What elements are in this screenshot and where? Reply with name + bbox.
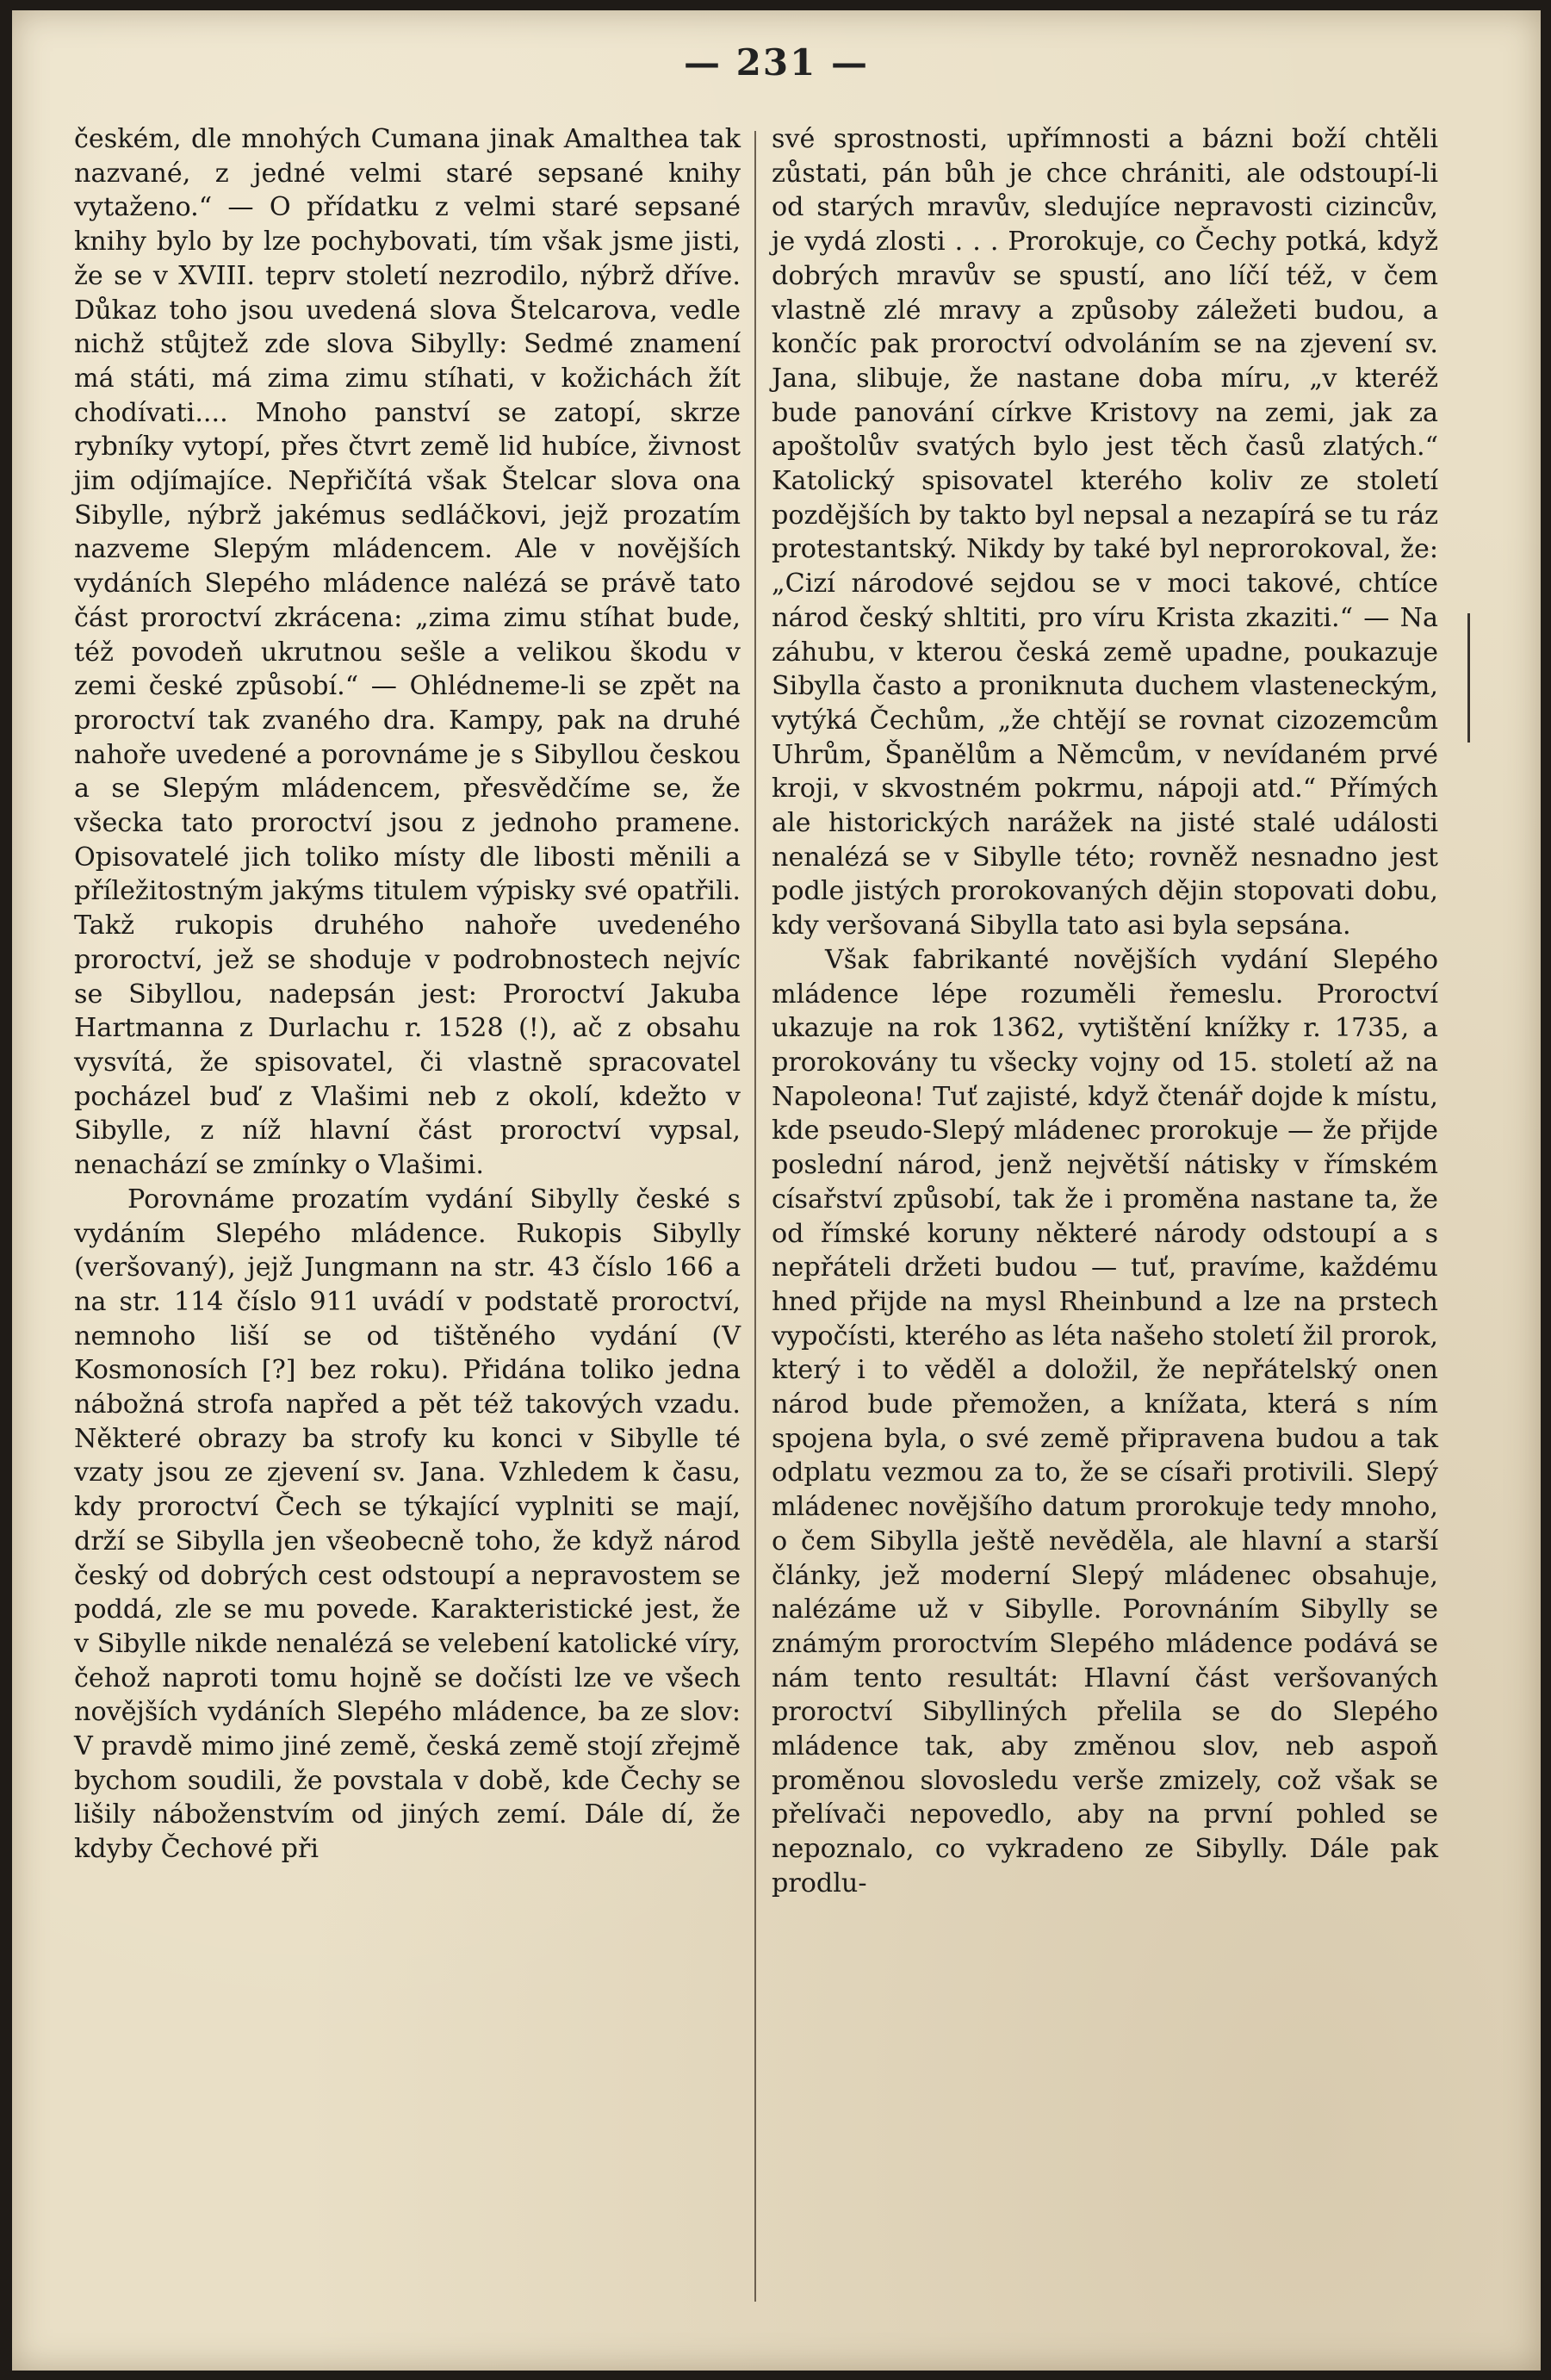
column-divider [754, 131, 756, 2302]
book-page [12, 10, 1541, 2371]
right-column [772, 122, 1438, 1901]
paragraph: Porovnáme prozatím vydání Sibylly české s vydáním Slepého mládence. Rukopis Sibylly (veršovaný), jejž Jungmann na str. 43 číslo 166 a na str. 114 číslo 911 uvádí v podstatě proroctví, nemnoho liší se od tištěného vydání (V Kosmonosích [?] bez roku). Přidána toliko jedna nábožná strofa napřed a pět též takových vzadu. Některé obrazy ba strofy ku konci v Sibylle té vzaty jsou ze zjevení sv. Jana. Vzhledem k času, kdy proroctví Čech se týkající vyplniti se mají, drží se Sibylla jen všeobecně toho, že když národ český od dobrých cest odstoupí a nepravostem se poddá, zle se mu povede. Karakteristické jest, že v Sibylle nikde nenalézá se velebení katolické víry, čehož naproti tomu hojně se dočísti lze ve všech novějších vydáních Slepého mládence, ba ze slov: V pravdě mimo jiné země, česká země stojí zřejmě bychom soudili, že povstala v době, kde Čechy se lišily náboženstvím od jiných zemí. Dále dí, že kdyby Čechové při [74, 1184, 741, 1865]
margin-mark [1467, 613, 1470, 743]
paragraph: své sprostnosti, upřímnosti a bázni boží chtěli zůstati, pán bůh je chce chrániti, ale odstoupí-li od starých mravův, sledujíce nepravosti cizincův, je vydá zlosti . . . Prorokuje, co Čechy potká, když dobrých mravův se spustí, ano líčí též, v čem vlastně zlé mravy a způsoby záležeti budou, a končíc pak proroctví odvoláním se na zjevení sv. Jana, slibuje, že nastane doba míru, „v kteréž bude panování církve Kristovy na zemi, jak za apoštolův svatých bylo jest těch časů zlatých.“ Katolický spisovatel kterého koliv ze století pozdějších by takto byl nepsal a nezapírá se tu ráz protestantský. Nikdy by také byl neprorokoval, že: „Cizí národové sejdou se v moci takové, chtíce národ český shltiti, pro víru Krista zkaziti.“ — Na záhubu, v kterou česká země upadne, poukazuje Sibylla často a proniknuta duchem vlasteneckým, vytýká Čechům, „že chtějí se rovnat cizozemcům Uhrům, Španělům a Němcům, v nevídaném prvé kroji, v skvostném pokrmu, nápoji atd.“ Přímých ale historických narážek na jisté stalé události nenalézá se v Sibylle této; rovněž nesnadno jest podle jistých prorokovaných dějin stopovati dobu, kdy veršovaná Sibylla tato asi byla sepsána. [772, 124, 1438, 941]
paragraph: českém, dle mnohých Cumana jinak Amalthea tak nazvané, z jedné velmi staré sepsané knihy vytaženo.“ — O přídatku z velmi staré sepsané knihy bylo by lze pochybovati, tím však jsme jisti, že se v XVIII. teprv století nezrodilo, nýbrž dříve. Důkaz toho jsou uvedená slova Štelcarova, vedle nichž stůjtež zde slova Sibylly: Sedmé znamení má státi, má zima zimu stíhati, v kožichách žít chodívati.... Mnoho panství se zatopí, skrze rybníky vytopí, přes čtvrt země lid hubíce, živnost jim odjímajíce. Nepřičítá však Štelcar slova ona Sibylle, nýbrž jakémus sedláčkovi, jejž prozatím nazveme Slepým mládencem. Ale v novějších vydáních Slepého mládence nalézá se právě tato část proroctví zkrácena: „zima zimu stíhat bude, též povodeň ukrutnou sešle a velikou škodu v zemi české způsobí.“ — Ohlédneme-li se zpět na proroctví tak zvaného dra. Kampy, pak na druhé nahoře uvedené a porovnáme je s Sibyllou českou a se Slepým mládencem, přesvědčíme se, že všecka tato proroctví jsou z jednoho pramene. Opisovatelé jich toliko místy dle libosti měnili a příležitostným jakýms titulem výpisky své opatřili. Takž rukopis druhého nahoře uvedeného proroctví, jež se shoduje v podrobnostech nejvíc se Sibyllou, nadepsán jest: Proroctví Jakuba Hartmanna z Durlachu r. 1528 (!), ač z obsahu vysvítá, že spisovatel, či vlastně spracovatel pocházel buď z Vlašimi neb z okolí, kdežto v Sibylle, z níž hlavní část proroctví vypsal, nenachází se zmínky o Vlašimi. [74, 124, 741, 1181]
left-column [74, 122, 741, 1867]
page-number: — 231 — [684, 41, 869, 84]
paragraph: Však fabrikanté novějších vydání Slepého mládence lépe rozuměli řemeslu. Proroctví ukazuje na rok 1362, vytištění knížky r. 1735, a prorokovány tu všecky vojny od 15. století až na Napoleona! Tuť zajisté, když čtenář dojde k místu, kde pseudo-Slepý mládenec prorokuje — že přijde poslední národ, jenž největší nátisky v římském císařství způsobí, tak že i proměna nastane ta, že od římské koruny některé národy odstoupí a s nepřáteli držeti budou — tuť, pravíme, každému hned přijde na mysl Rheinbund a lze na prstech vypočísti, kterého as léta našeho století žil prorok, který i to věděl a doložil, že nepřátelský onen národ bude přemožen, a knížata, která s ním spojena byla, o své země připravena budou a tak odplatu vezmou za to, že se císaři protivili. Slepý mládenec novějšího datum prorokuje tedy mnoho, o čem Sibylla ještě nevěděla, ale hlavní a starší články, jež moderní Slepý mládenec obsahuje, nalézáme už v Sibylle. Porovnáním Sibylly se známým proroctvím Slepého mládence podává se nám tento resultát: Hlavní část veršovaných proroctví Sibylliných přelila se do Slepého mládence tak, aby změnou slov, neb aspoň proměnou slovosledu verše zmizely, což však se přelívači nepovedlo, aby na první pohled se nepoznalo, co vykradeno ze Sibylly. Dále pak prodlu- [772, 944, 1438, 1898]
